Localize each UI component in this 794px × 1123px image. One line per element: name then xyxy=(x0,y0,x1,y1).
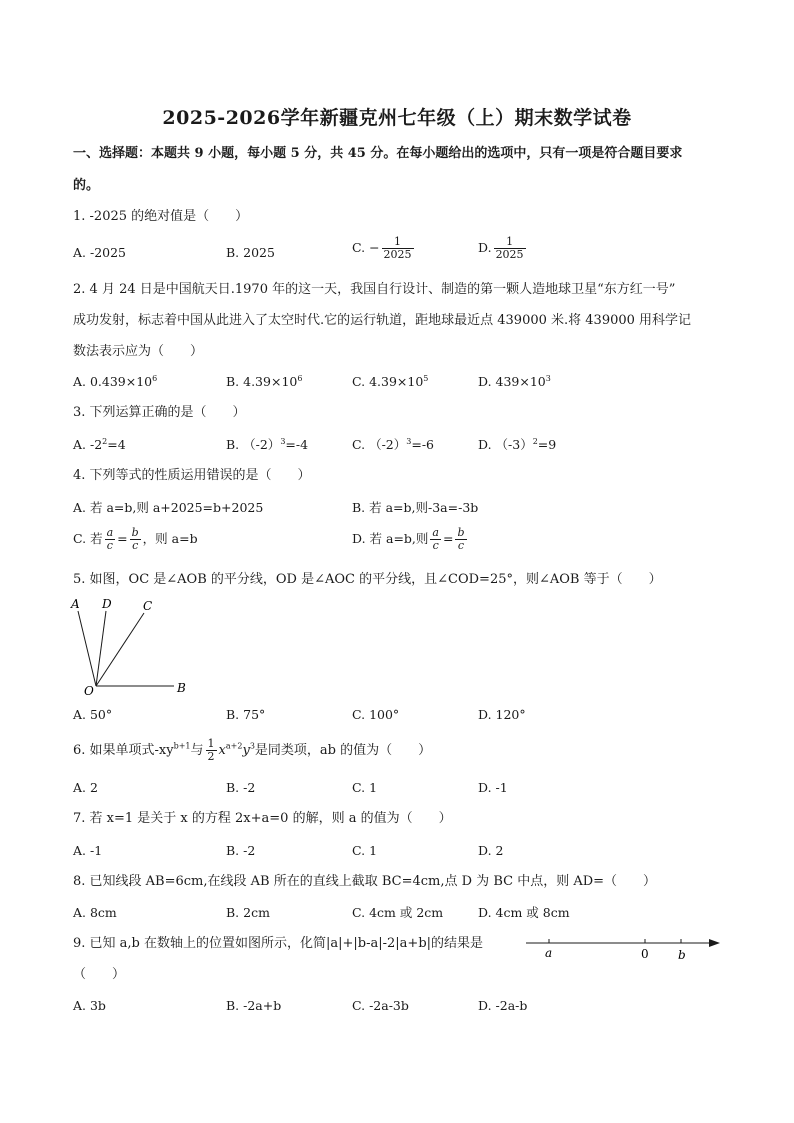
term-x: x xyxy=(218,743,226,758)
q3-stem: 3. 下列运算正确的是（ ） xyxy=(73,405,246,420)
q3-option-c-result: =-6 xyxy=(411,437,434,452)
q5-option-a: A. 50° xyxy=(73,707,113,722)
q4-option-d xyxy=(352,527,469,552)
q1-option-a: A. -2025 xyxy=(73,245,127,260)
q2-stem-line2: 成功发射，标志着中国从此进入了太空时代.它的运行轨道，距地球最近点 439000 米.将 439000 用科学记 xyxy=(73,313,692,328)
q7-option-a: A. -1 xyxy=(73,843,103,858)
q7-option-c: C. 1 xyxy=(352,843,378,858)
q1-stem: 1. -2025 的绝对值是（ ） xyxy=(73,209,249,224)
arrow-right-icon xyxy=(709,939,720,947)
q1-option-d xyxy=(478,236,528,261)
fraction-numerator: a xyxy=(106,526,114,539)
q2-option-c xyxy=(352,373,428,391)
label-d: D xyxy=(102,597,112,611)
ray-oc xyxy=(96,613,144,686)
fraction-numerator: 1 xyxy=(494,236,526,249)
fraction-numerator: a xyxy=(432,526,439,539)
q3-option-c-base: C. （-2） xyxy=(352,437,407,452)
q2-option-d xyxy=(478,373,551,391)
q8-option-b: B. 2cm xyxy=(226,905,270,920)
label-b: b xyxy=(678,948,686,962)
q6-stem xyxy=(73,738,431,763)
q7-stem: 7. 若 x=1 是关于 x 的方程 2x+a=0 的解，则 a 的值为（ ） xyxy=(73,811,452,826)
q2-stem-line3: 数法表示应为（ ） xyxy=(73,344,204,359)
q3-option-a xyxy=(73,436,126,454)
exponent: a+2 xyxy=(225,741,243,751)
term-y: y xyxy=(242,743,250,758)
q3-option-b-result: =-4 xyxy=(285,437,309,452)
q5-angle-figure xyxy=(66,595,206,700)
fraction-numerator: 1 xyxy=(207,737,215,750)
q9-option-a: A. 3b xyxy=(73,998,106,1013)
fraction-denominator: c xyxy=(432,539,439,552)
exponent: 3 xyxy=(545,373,551,383)
q2-option-b-text: B. 4.39×10 xyxy=(226,374,298,389)
q6-option-d: D. -1 xyxy=(478,780,508,795)
q8-option-d: D. 4cm 或 8cm xyxy=(478,905,570,920)
fraction-denominator: c xyxy=(132,539,139,552)
q3-option-a-base: A. -2 xyxy=(73,437,103,452)
page-title: 2025-2026学年新疆克州七年级（上）期末数学试卷 xyxy=(162,107,632,129)
exponent: 6 xyxy=(297,373,303,383)
q5-option-b: B. 75° xyxy=(226,707,266,722)
label-o: O xyxy=(84,684,94,698)
q4-option-c-suffix: ，则 a=b xyxy=(142,531,198,546)
q3-option-d-base: D. （-3） xyxy=(478,437,533,452)
q4-option-b: B. 若 a=b,则-3a=-3b xyxy=(352,500,479,515)
fraction-denominator: c xyxy=(457,539,465,552)
q6-stem-prefix: 6. 如果单项式-xy xyxy=(73,743,174,758)
q6-stem-suffix: 是同类项，ab 的值为（ ） xyxy=(254,743,432,758)
label-a: A xyxy=(71,597,80,611)
label-a: a xyxy=(545,946,553,960)
q8-stem: 8. 已知线段 AB=6cm,在线段 AB 所在的直线上截取 BC=4cm,点 D 为 BC 中点，则 AD=（ ） xyxy=(73,874,657,889)
q5-option-c: C. 100° xyxy=(352,707,400,722)
label-c: C xyxy=(143,599,153,613)
q3-option-a-result: =4 xyxy=(107,437,126,452)
q9-number-line xyxy=(520,930,725,964)
exponent: 2 xyxy=(102,436,108,446)
label-b: B xyxy=(177,681,186,695)
fraction-a-over-c xyxy=(430,527,441,552)
q3-option-b-base: B. （-2） xyxy=(226,437,281,452)
fraction-b-over-c xyxy=(455,527,466,552)
fraction-a-over-c xyxy=(105,527,116,552)
exponent: 2 xyxy=(532,436,538,446)
exponent: 3 xyxy=(249,741,255,751)
q3-option-d xyxy=(478,436,556,454)
q1-option-c xyxy=(352,236,416,261)
q2-option-d-text: D. 439×10 xyxy=(478,374,546,389)
fraction-denominator: 2025 xyxy=(495,248,524,261)
q2-option-b xyxy=(226,373,302,391)
q3-option-c xyxy=(352,436,434,454)
fraction-numerator: b xyxy=(131,526,139,539)
q6-option-a: A. 2 xyxy=(73,780,98,795)
label-zero: 0 xyxy=(641,947,649,961)
q3-option-b xyxy=(226,436,308,454)
q9-option-b: B. -2a+b xyxy=(226,998,282,1013)
ray-od xyxy=(96,611,106,686)
q3-option-d-result: =9 xyxy=(537,437,557,452)
q2-option-a xyxy=(73,373,157,391)
q7-option-b: B. -2 xyxy=(226,843,256,858)
q2-option-a-text: A. 0.439×10 xyxy=(73,374,153,389)
fraction-denominator: 2025 xyxy=(383,248,412,261)
q1-option-d-fraction xyxy=(494,236,526,261)
q1-option-b: B. 2025 xyxy=(226,245,275,260)
q4-option-a: A. 若 a=b,则 a+2025=b+2025 xyxy=(73,500,264,515)
q8-option-c: C. 4cm 或 2cm xyxy=(352,905,444,920)
exponent: 3 xyxy=(280,436,286,446)
fraction-one-half xyxy=(206,738,217,763)
section-instructions-line2: 的。 xyxy=(73,178,100,193)
q6-option-b: B. -2 xyxy=(226,780,256,795)
fraction-denominator: c xyxy=(106,539,113,552)
q1-option-d-prefix: D. xyxy=(478,240,492,255)
exponent: b+1 xyxy=(173,741,191,751)
q4-stem: 4. 下列等式的性质运用错误的是（ ） xyxy=(73,468,311,483)
q5-stem: 5. 如图，OC 是∠AOB 的平分线，OD 是∠AOC 的平分线，且∠COD=25°，则∠AOB 等于（ ） xyxy=(73,572,662,587)
exponent: 6 xyxy=(152,373,158,383)
q9-option-d: D. -2a-b xyxy=(478,998,528,1013)
ray-oa xyxy=(78,611,96,686)
fraction-b-over-c xyxy=(130,527,141,552)
q6-option-c: C. 1 xyxy=(352,780,378,795)
exponent: 5 xyxy=(423,373,429,383)
equals-sign: = xyxy=(117,531,128,546)
q4-option-c-prefix: C. 若 xyxy=(73,531,103,546)
q8-option-a: A. 8cm xyxy=(73,905,117,920)
q6-stem-mid: 与 xyxy=(190,743,204,758)
equals-sign: = xyxy=(442,531,454,546)
q2-option-c-text: C. 4.39×10 xyxy=(352,374,424,389)
section-instructions-line1: 一、选择题：本题共 9 小题，每小题 5 分，共 45 分。在每小题给出的选项中，只有一项是符合题目要求 xyxy=(73,146,683,161)
q1-option-c-fraction xyxy=(382,236,414,261)
q4-option-c xyxy=(73,527,198,552)
q9-stem: 9. 已知 a,b 在数轴上的位置如图所示，化简|a|+|b-a|-2|a+b|的结果是 xyxy=(73,936,484,951)
exponent: 3 xyxy=(406,436,412,446)
fraction-denominator: 2 xyxy=(207,750,215,763)
q9-option-c: C. -2a-3b xyxy=(352,998,409,1013)
q9-stem-line2: （ ） xyxy=(73,967,126,982)
fraction-numerator: 1 xyxy=(382,236,414,249)
q7-option-d: D. 2 xyxy=(478,843,504,858)
q2-stem-line1: 2. 4 月 24 日是中国航天日.1970 年的这一天，我国自行设计、制造的第一颗人造地球卫星“东方红一号” xyxy=(73,282,676,297)
q4-option-d-prefix: D. 若 a=b,则 xyxy=(352,531,429,546)
q1-option-c-prefix: C. − xyxy=(352,240,380,255)
q5-option-d: D. 120° xyxy=(478,707,526,722)
fraction-numerator: b xyxy=(457,526,465,539)
